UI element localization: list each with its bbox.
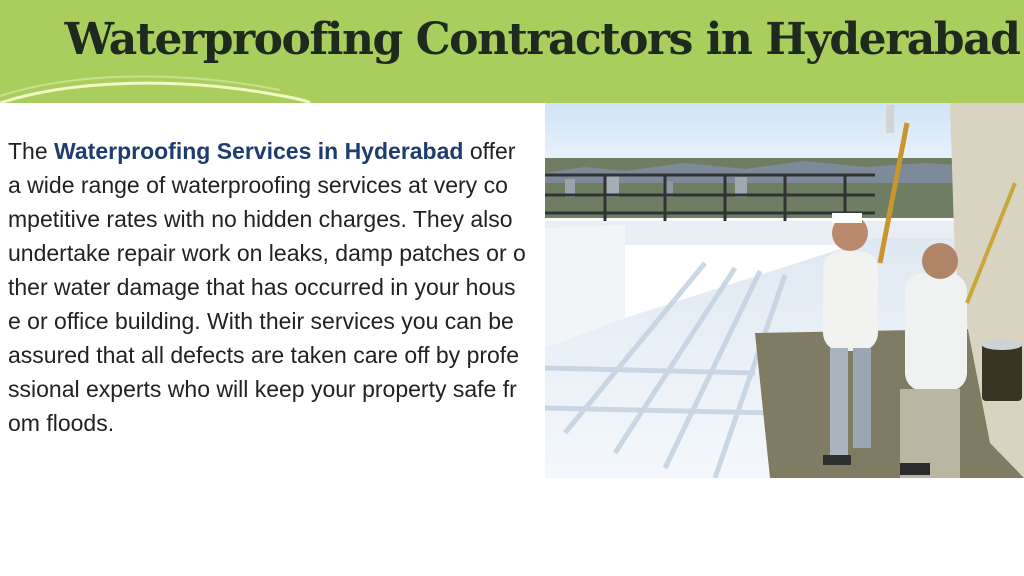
header-banner <box>0 0 1024 103</box>
highlighted-link-text: Waterproofing Services in Hyderabad <box>54 138 464 164</box>
body-text: offer a wide range of waterproofing services at very competitive rates with no hidden charges. They also undertake repair work on leaks, damp patches or other water damage that has occurred in your house or office building. With their services you can be assured that all defects are taken care off by professional experts who will keep your property safe from floods. <box>8 138 526 436</box>
rooftop-photo <box>545 103 1024 478</box>
page-title: Waterproofing Contractors in Hyderabad <box>64 14 1020 65</box>
intro-prefix: The <box>8 138 55 164</box>
rooftop-waterproofing-image <box>545 103 1024 478</box>
description-paragraph <box>8 134 526 440</box>
